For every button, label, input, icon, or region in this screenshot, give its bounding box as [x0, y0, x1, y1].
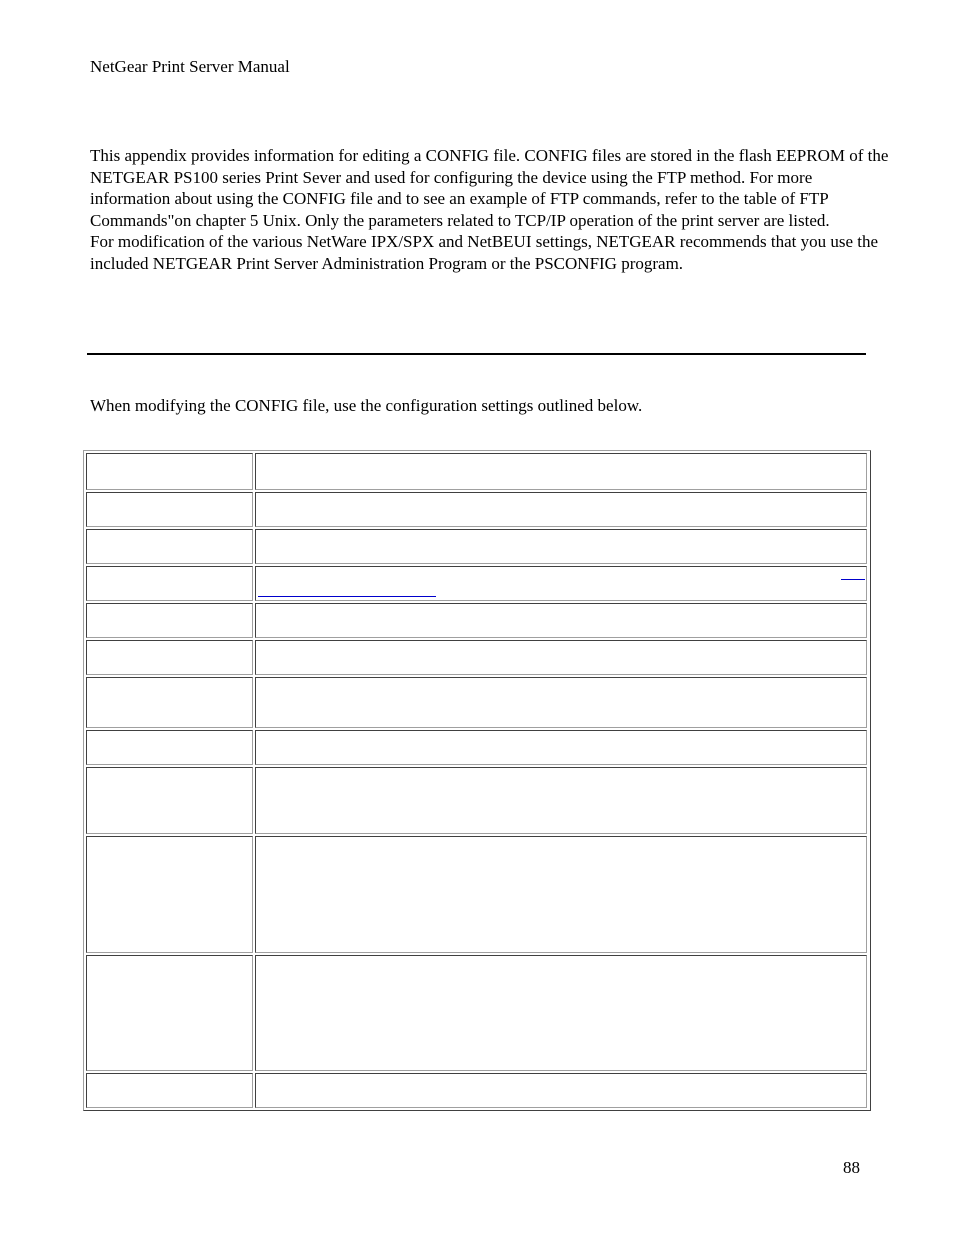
table-cell-parameter [86, 1073, 253, 1108]
table-cell-parameter [86, 492, 253, 527]
section-divider [87, 353, 866, 355]
table-cell-description [255, 767, 867, 834]
table-cell-parameter [86, 453, 253, 490]
table-cell-description [255, 603, 867, 638]
table-cell-description [255, 955, 867, 1071]
running-header: NetGear Print Server Manual [90, 57, 290, 76]
table-lead-sentence: When modifying the CONFIG file, use the configuration settings outlined below. [90, 396, 643, 415]
table-cell-description [255, 453, 867, 490]
table-cell-parameter [86, 529, 253, 564]
link-underline[interactable] [258, 596, 436, 597]
table-cell-parameter [86, 730, 253, 765]
table-cell-parameter [86, 640, 253, 675]
config-settings-table [83, 450, 871, 1111]
table-cell-parameter [86, 603, 253, 638]
table-cell-description [255, 836, 867, 953]
link-underline[interactable] [841, 579, 865, 580]
intro-paragraph-config-files: This appendix provides information for editing a CONFIG file. CONFIG files are stored in the flash EEPROM of the NETGEAR PS100 series Print Sever and used for configuring the device using the FTP method. For more information about using the CONFIG file and to see an example of FTP commands, refer to the table of FTP Commands"on chapter 5 Unix. Only the parameters related to TCP/IP operation of the print server are listed. [90, 146, 889, 230]
table-cell-parameter [86, 677, 253, 728]
table-cell-description [255, 566, 867, 601]
table-cell-parameter [86, 566, 253, 601]
table-cell-description [255, 529, 867, 564]
table-cell-parameter [86, 767, 253, 834]
table-cell-description [255, 640, 867, 675]
page-number: 88 [843, 1158, 860, 1177]
table-cell-description [255, 1073, 867, 1108]
intro-paragraph-recommendation: For modification of the various NetWare IPX/SPX and NetBEUI settings, NETGEAR recommends that you use the included NETGEAR Print Server Administration Program or the PSCONFIG program. [90, 232, 879, 273]
table-cell-parameter [86, 836, 253, 953]
appendix-intro [90, 145, 890, 274]
table-cell-description [255, 492, 867, 527]
table-cell-description [255, 730, 867, 765]
table-cell-parameter [86, 955, 253, 1071]
table-cell-description [255, 677, 867, 728]
